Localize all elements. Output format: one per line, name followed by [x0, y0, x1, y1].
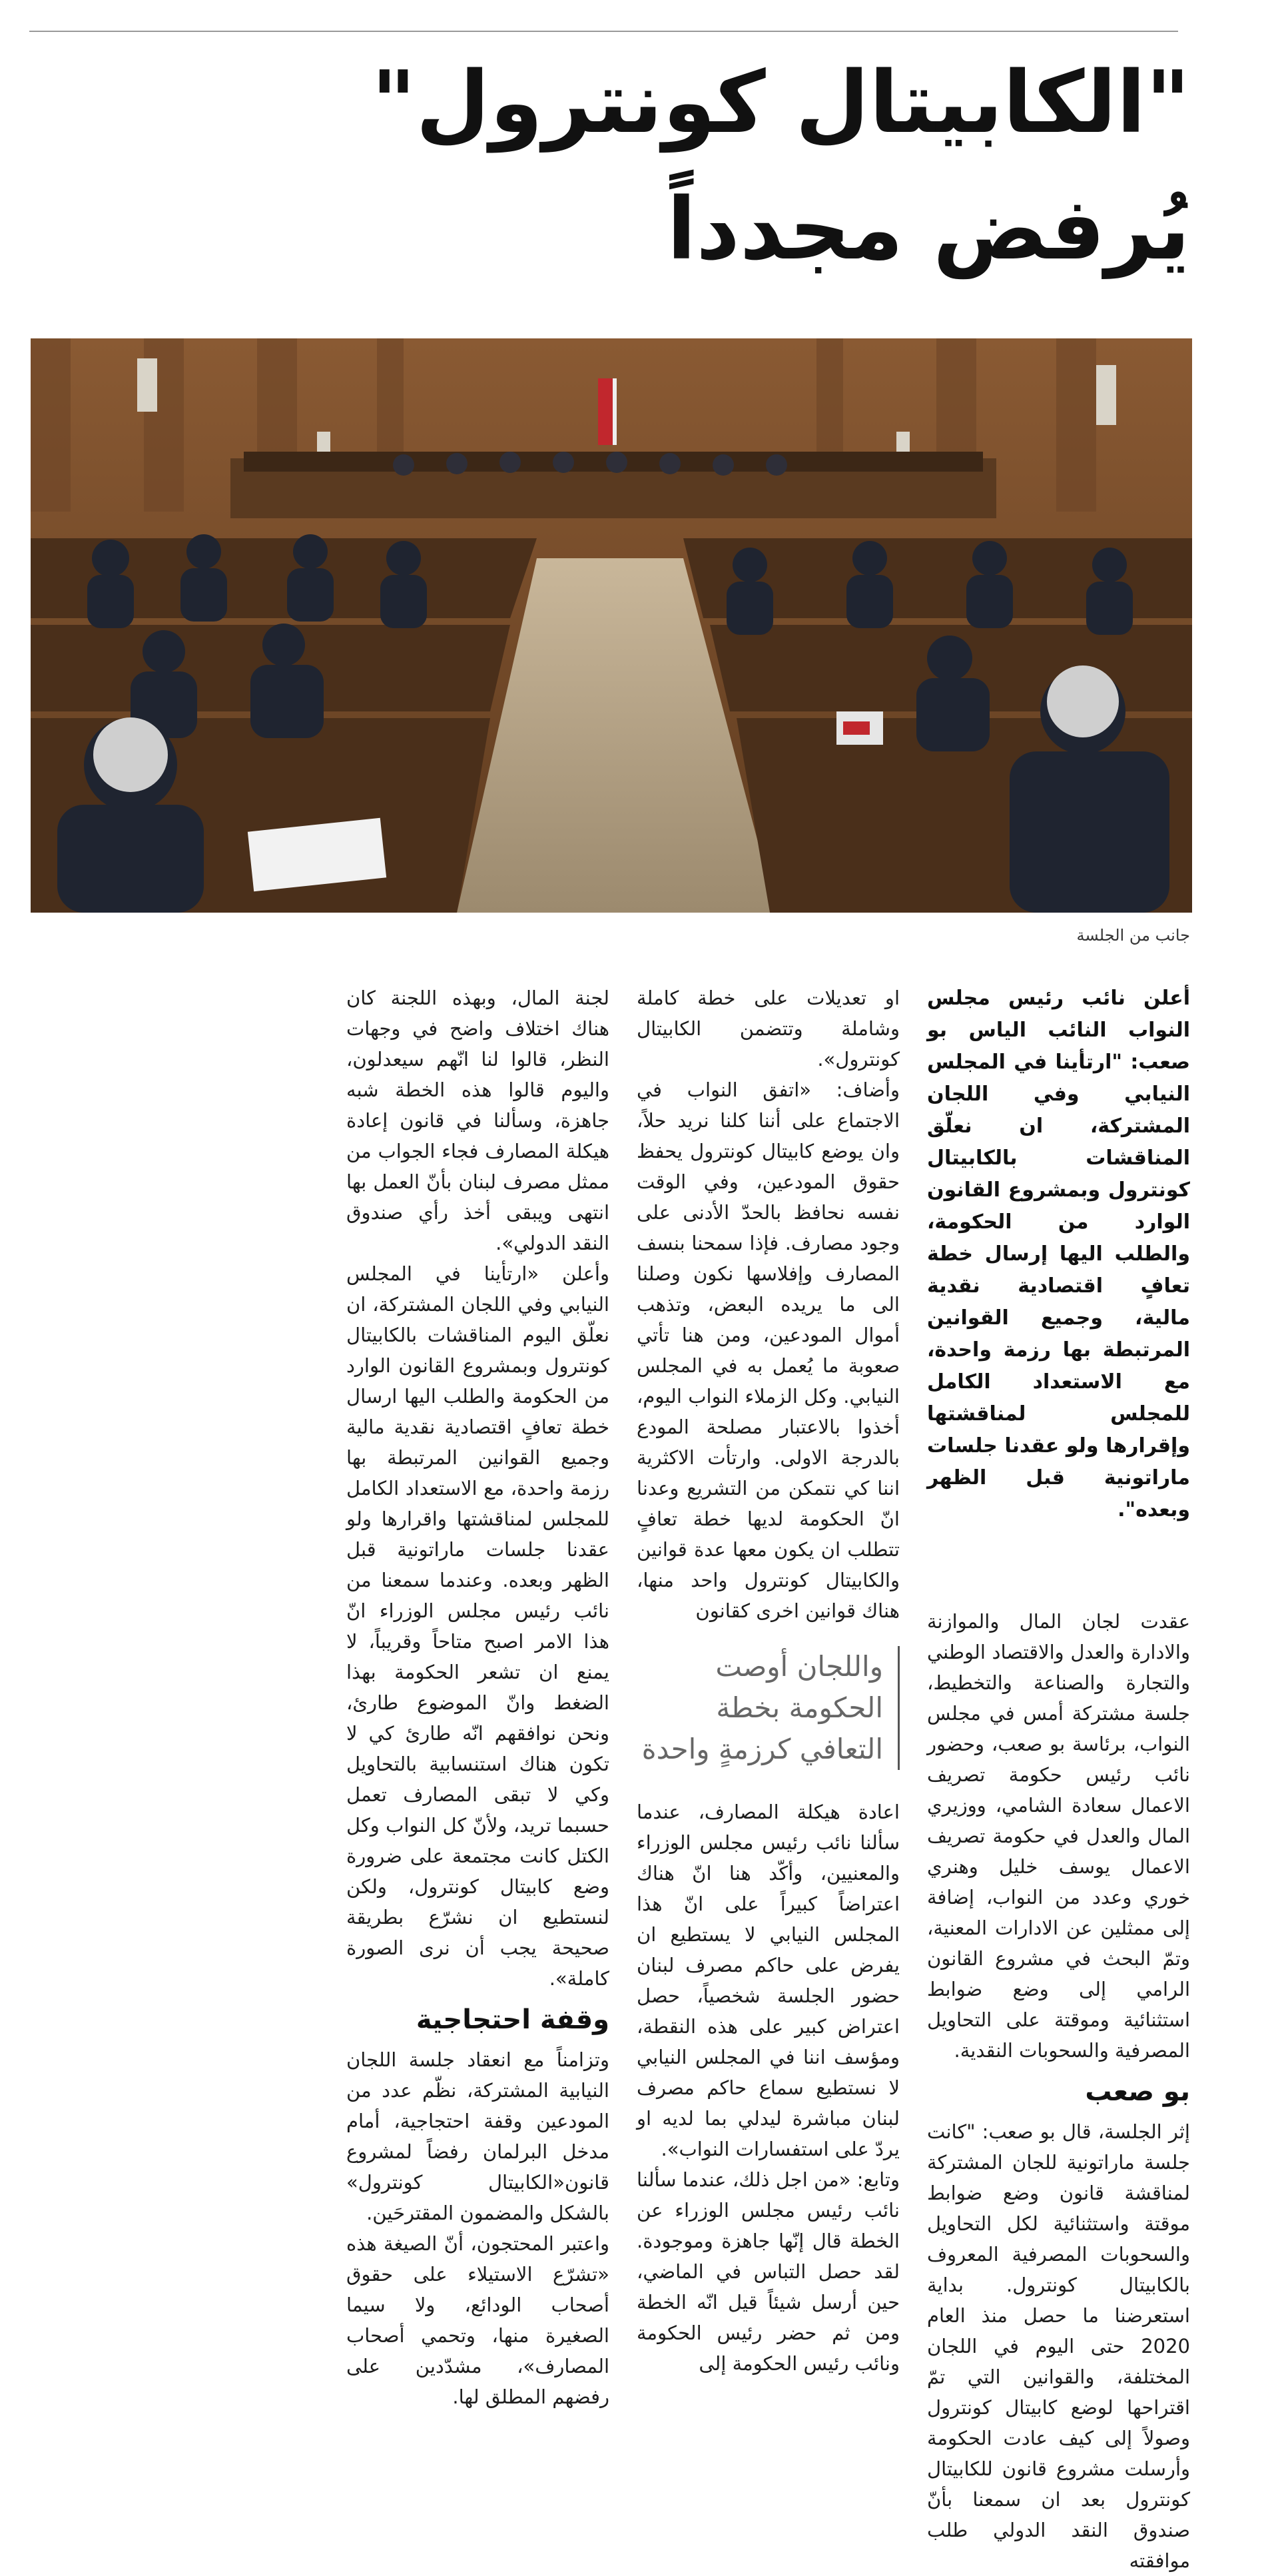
- session-photo: [31, 338, 1192, 913]
- column-3: [346, 983, 609, 2412]
- paragraph: عقدت لجان المال والموازنة والادارة والعدل والاقتصاد الوطني والتجارة والصناعة والتخطيط، جلسة مشتركة أمس في مجلس النواب، برئاسة بو صعب، وحضور نائب رئيس حكومة تصريف الاعمال سعادة الشامي، ووزيري المال والعدل في حكومة تصريف الاعمال يوسف خليل وهنري خوري وعدد من النواب، إضافة إلى ممثلين عن الادارات المعنية، وتمّ البحث في مشروع القانون الرامي إلى وضع ضوابط استثنائية وموقتة على التحاويل المصرفية والسحوبات النقدية.: [927, 1610, 1190, 2062]
- paragraph: وتابع: «من اجل ذلك، عندما سألنا نائب رئيس مجلس الوزراء عن الخطة قال إنّها جاهزة وموجودة. لقد حصل التباس في الماضي، حين أرسل شيئاً قيل انّه الخطة ومن ثم حضر رئيس الحكومة ونائب رئيس الحكومة إلى: [637, 2168, 900, 2375]
- paragraph: وأضاف: «اتفق النواب في الاجتماع على أننا كلنا نريد حلاً، وان يوضع كابيتال كونترول يحفظ حقوق المودعين، وفي الوقت نفسه نحافظ بالحدّ الأدنى على وجود مصارف. فإذا سمحنا بنسف المصارف وإفلاسها نكون وصلنا الى ما يريده البعض، وتذهب أموال المودعين، ومن هنا تأتي صعوبة ما يُعمل به في المجلس النيابي. وكل الزملاء النواب اليوم، أخذوا بالاعتبار مصلحة المودع بالدرجة الاولى. وارتأت الاكثرية اننا كي نتمكن من التشريع وعدنا انّ الحكومة لديها خطة تعافٍ تتطلب ان يكون معها عدة قوانين والكابيتال كونترول واحد منها، هناك قوانين اخرى كقانون: [637, 1078, 900, 1622]
- photo-caption: جانب من الجلسة: [1076, 926, 1190, 945]
- paragraph: وتزامناً مع انعقاد جلسة اللجان النيابية المشتركة، نظّم عدد من المودعين وقفة احتجاجية، أمام مدخل البرلمان رفضاً لمشروع قانون«الكابيتال كونترول» بالشكل والمضمون المقترحَين.: [346, 2048, 609, 2224]
- paragraph: لجنة المال، وبهذه اللجنة كان هناك اختلاف واضح في وجهات النظر، قالوا لنا انّهم سيعدلون، واليوم قالوا هذه الخطة شبه جاهزة، وسألنا في قانون إعادة هيكلة المصارف فجاء الجواب من ممثل مصرف لبنان بأنّ العمل بها انتهى ويبقى أخذ رأي صندوق النقد الدولي».: [346, 987, 609, 1254]
- column-gap: [927, 1526, 1190, 1606]
- pull-quote: واللجان أوصت الحكومة بخطة التعافي كرزمةٍ واحدة: [637, 1646, 900, 1770]
- paragraph: واعتبر المحتجون، أنّ الصيغة هذه «تشرّع الاستيلاء على حقوق أصحاب الودائع، ولا سيما الصغيرة منها، وتحمي أصحاب المصارف»، مشدّدين على رفضهم المطلق لها.: [346, 2232, 609, 2408]
- subheading: بو صعب: [1085, 2076, 1190, 2107]
- headline-line-1: "الكابيتال كونترول": [371, 53, 1190, 153]
- headline-line-2: يُرفض مجدداً: [667, 180, 1190, 279]
- subheading: وقفة احتجاجية: [416, 2004, 609, 2035]
- paragraph: وأعلن «ارتأينا في المجلس النيابي وفي اللجان المشتركة، ان نعلّق اليوم المناقشات بالكابيتال كونترول وبمشروع القانون الوارد من الحكومة والطلب اليها ارسال خطة تعافٍ اقتصادية نقدية مالية وجميع القوانين المرتبطة بها رزمة واحدة، مع الاستعداد الكامل للمجلس لمناقشتها واقرارها ولو عقدنا جلسات ماراتونية قبل الظهر وبعده. وعندما سمعنا من نائب رئيس مجلس الوزراء انّ هذا الامر اصبح متاحاً وقريباً، لا يمنع ان تشعر الحكومة بهذا الضغط وانّ الموضوع طارئ، ونحن نوافقهم انّه طارئ كي لا تكون هناك استنسابية بالتحاويل وكي لا تبقى المصارف تعمل حسبما تريد، ولأنّ كل النواب وكل الكتل كانت مجتمعة على ضرورة وضع كابيتال كونترول، ولكن لنستطيع ان نشرّع بطريقة صحيحة يجب أن نرى الصورة كاملة».: [346, 1262, 609, 1990]
- column-2: [637, 983, 900, 2379]
- headline: [125, 40, 1190, 293]
- column-1: [927, 983, 1190, 2576]
- top-rule: [29, 31, 1178, 32]
- lead-paragraph: أعلن نائب رئيس مجلس النواب النائب الياس بو صعب: "ارتأينا في المجلس النيابي وفي اللجان المشتركة، ان نعلّق المناقشات بالكابيتال كونترول وبمشروع القانون الوارد من الحكومة، والطلب اليها إرسال خطة تعافٍ اقتصادية نقدية مالية، وجميع القوانين المرتبطة بها رزمة واحدة، مع الاستعداد الكامل للمجلس لمناقشتها وإقرارها ولو عقدنا جلسات ماراتونية قبل الظهر وبعده".: [927, 987, 1190, 1521]
- paragraph: او تعديلات على خطة كاملة وشاملة وتتضمن الكابيتال كونترول».: [637, 987, 900, 1071]
- paragraph: اعادة هيكلة المصارف، عندما سألنا نائب رئيس مجلس الوزراء والمعنيين، وأكّد هنا انّ هناك اعتراضاً كبيراً على انّ هذا المجلس النيابي لا يستطيع ان يفرض على حاكم مصرف لبنان حضور الجلسة شخصياً، حصل اعتراض كبير على هذه النقطة، ومؤسف اننا في المجلس النيابي لا نستطيع سماع حاكم مصرف لبنان مباشرة ليدلي بما لديه او يردّ على استفسارات النواب».: [637, 1801, 900, 2160]
- paragraph: إثر الجلسة، قال بو صعب: "كانت جلسة ماراتونية للجان المشتركة لمناقشة قانون وضع ضوابط موقتة واستثنائية لكل التحاويل والسحوبات المصرفية المعروف بالكابيتال كونترول. بداية استعرضنا ما حصل منذ العام 2020 حتى اليوم في اللجان المختلفة، والقوانين التي تمّ اقتراحها لوضع كابيتال كونترول وصولاً إلى كيف عادت الحكومة وأرسلت مشروع قانون للكابيتال كونترول بعد ان سمعنا بأنّ صندوق النقد الدولي طلب موافقته: [927, 2120, 1190, 2572]
